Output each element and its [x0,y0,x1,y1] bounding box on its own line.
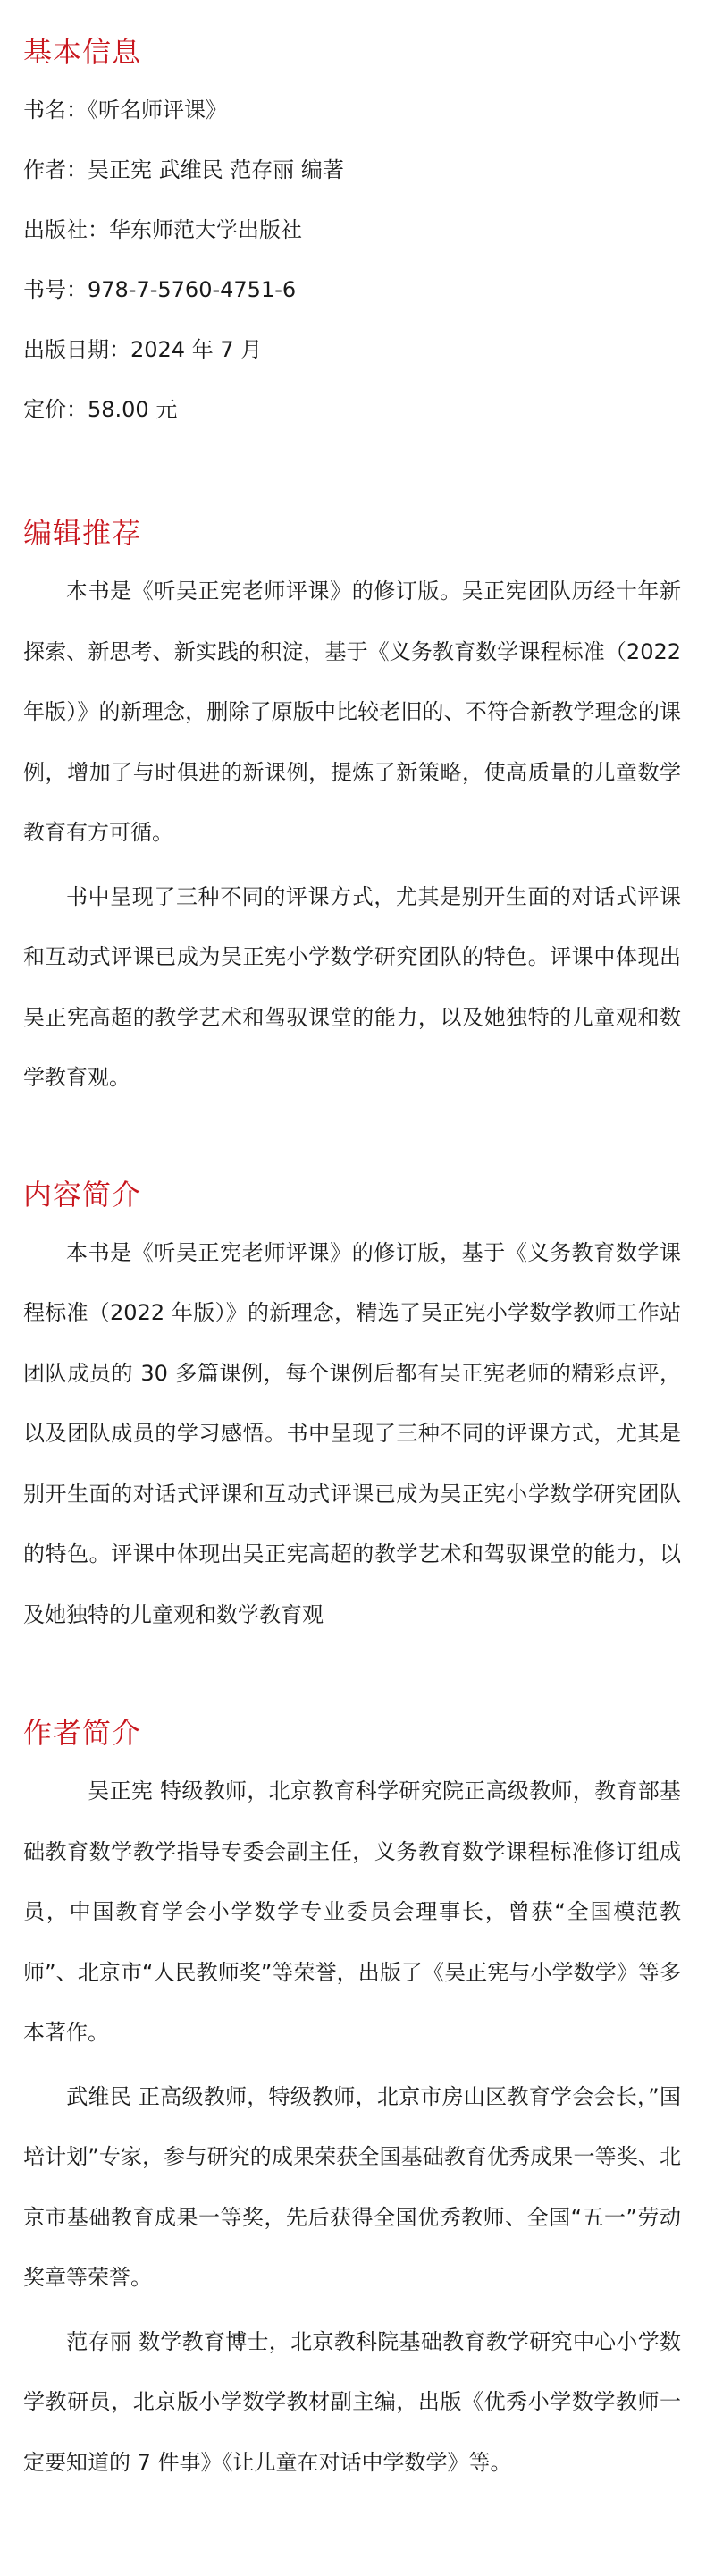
author-bio-text: 吴正宪 特级教师，北京教育科学研究院正高级教师，教育部基础教育数学教学指导专委会副主任，义务教育数学课程标准修订组成员，中国教育学会小学数学专业委员会理事长，曾获“全国模范教师”、北京市“人民教师奖”等荣誉，出版了《吴正宪与小学数学》等多本著作。 [23,1778,681,2045]
basic-info-section [23,27,681,440]
book-price-line: 定价：58.00 元 [23,397,178,422]
recommendation-paragraph: 本书是《听吴正宪老师评课》的修订版。吴正宪团队历经十年新探索、新思考、新实践的积淀，基于《义务教育数学课程标准（2022 年版）》的新理念，删除了原版中比较老旧的、不符合新教学理念的课例，增加了与时俱进的新课例，提炼了新策略，使高质量的儿童数学教育有方可循。 [23,579,681,845]
basic-info-title: 基本信息 [23,35,142,69]
book-publisher-line: 出版社：华东师范大学出版社 [23,217,302,242]
recommendation-paragraph: 书中呈现了三种不同的评课方式，尤其是别开生面的对话式评课和互动式评课已成为吴正宪小学数学研究团队的特色。评课中体现出吴正宪高超的教学艺术和驾驭课堂的能力，以及她独特的儿童观和数学教育观。 [23,883,681,1090]
summary-section [23,1170,681,1646]
author-bio-wu-weimin [23,2067,681,2309]
book-isbn-line: 书号：978-7-5760-4751-6 [23,277,297,302]
author-bio-wu-zhengxian [23,1761,681,2064]
author-bio-text: 范存丽 数学教育博士，北京教科院基础教育教学研究中心小学数学教研员，北京版小学数学教材副主编，出版《优秀小学数学教师一定要知道的 7 件事》《让儿童在对话中学数学》等。 [23,2328,681,2475]
authors-section [23,1708,681,2493]
book-authors-line: 作者：吴正宪 武维民 范存丽 编著 [23,157,344,182]
author-bio-text: 武维民 正高级教师，特级教师，北京市房山区教育学会会长，”国培计划”专家，参与研究的成果荣获全国基础教育优秀成果一等奖、北京市基础教育成果一等奖，先后获得全国优秀教师、全国“五一”劳动奖章等荣誉。 [23,2083,681,2290]
author-bio-fan-cunli [23,2312,681,2494]
book-publish-date-line: 出版日期：2024 年 7 月 [23,337,263,362]
authors-title: 作者简介 [23,1716,142,1750]
recommendation-section [23,508,681,1109]
book-title-line: 书名：《听名师评课》 [23,97,227,122]
recommendation-title: 编辑推荐 [23,516,142,550]
summary-title: 内容简介 [23,1177,142,1212]
basic-info-list [23,80,681,440]
summary-paragraph: 本书是《听吴正宪老师评课》的修订版，基于《义务教育数学课程标准（2022 年版）》的新理念，精选了吴正宪小学数学教师工作站团队成员的 30 多篇课例，每个课例后都有吴正宪老师的精彩点评，以及团队成员的学习感悟。书中呈现了三种不同的评课方式，尤其是别开生面的对话式评课和互动式评课已成为吴正宪小学数学研究团队的特色。评课中体现出吴正宪高超的教学艺术和驾驭课堂的能力，以及她独特的儿童观和数学教育观 [23,1239,681,1627]
